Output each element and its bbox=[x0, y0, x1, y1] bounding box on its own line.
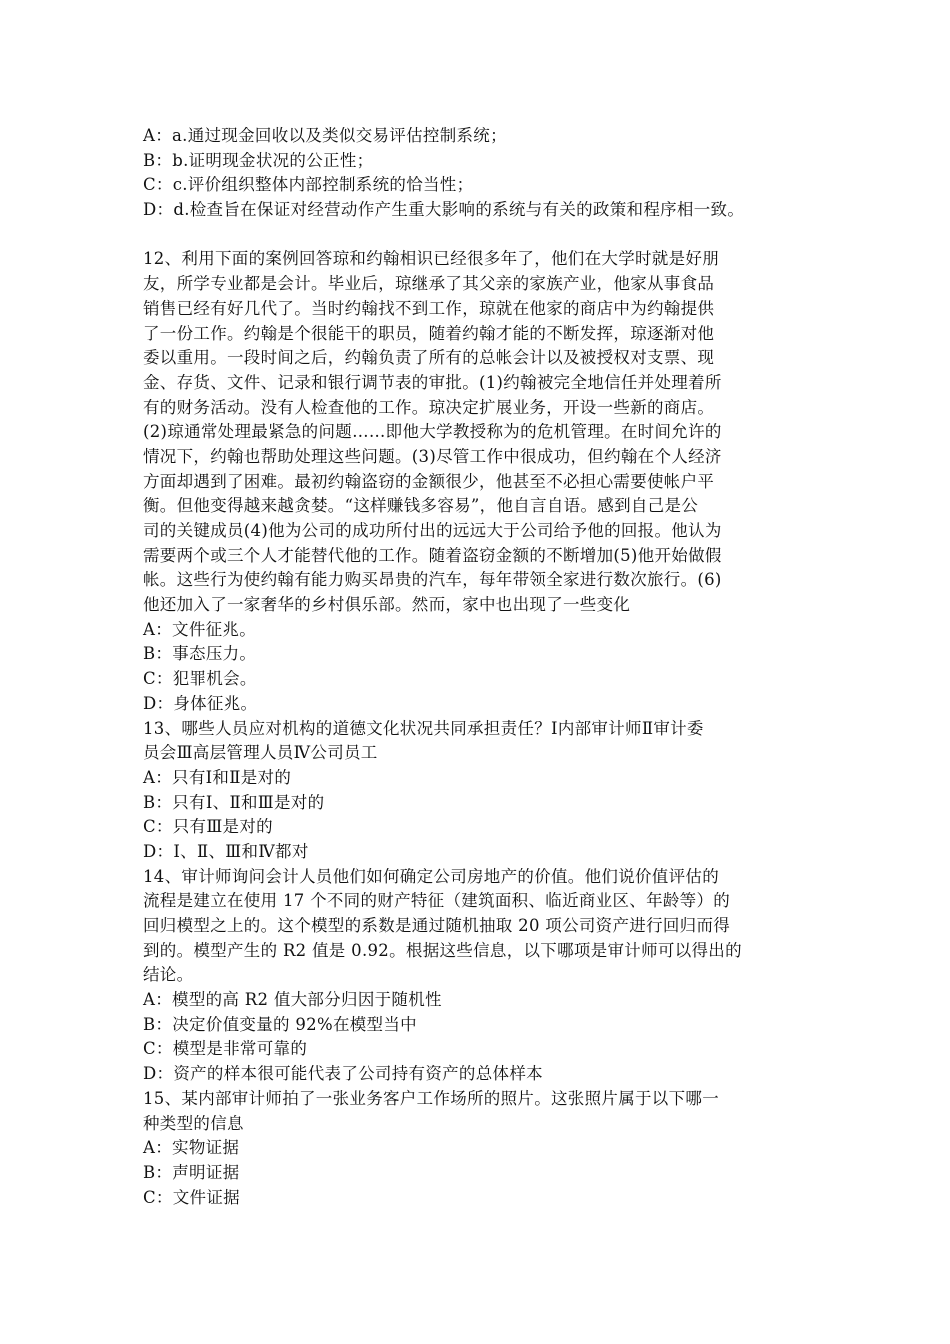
spacer bbox=[143, 223, 815, 248]
option-a: A：实物证据 bbox=[143, 1138, 240, 1158]
option-b: B：声明证据 bbox=[143, 1162, 240, 1182]
question-text-line: 有的财务活动。没有人检查他的工作。琼决定扩展业务，开设一些新的商店。 bbox=[143, 397, 715, 417]
question-text-line: 员会Ⅲ高层管理人员Ⅳ公司员工 bbox=[143, 743, 378, 763]
question-text-line: 12、利用下面的案例回答琼和约翰相识已经很多年了，他们在大学时就是好朋 bbox=[143, 249, 719, 269]
option-b: B：决定价值变量的 92%在模型当中 bbox=[143, 1014, 417, 1034]
option-d: D：d.检查旨在保证对经营动作产生重大影响的系统与有关的政策和程序相一致。 bbox=[143, 200, 745, 220]
question-text-line: 了一份工作。约翰是个很能干的职员，随着约翰才能的不断发挥，琼逐渐对他 bbox=[143, 323, 715, 343]
option-b: B：只有Ⅰ、Ⅱ和Ⅲ是对的 bbox=[143, 792, 325, 812]
question-text-line: 结论。 bbox=[143, 965, 194, 985]
question-text-line: (2)琼通常处理最紧急的问题……即他大学教授称为的危机管理。在时间允许的 bbox=[143, 422, 722, 442]
option-c: C：犯罪机会。 bbox=[143, 669, 257, 689]
question-text-line: 司的关键成员(4)他为公司的成功所付出的远远大于公司给予他的回报。他认为 bbox=[143, 521, 722, 540]
question-13 bbox=[143, 717, 815, 865]
question-text-line: 15、某内部审计师拍了一张业务客户工作场所的照片。这张照片属于以下哪一 bbox=[143, 1088, 719, 1108]
intro-options bbox=[143, 124, 815, 223]
question-text-line: 到的。模型产生的 R2 值是 0.92。根据这些信息，以下哪项是审计师可以得出的 bbox=[143, 940, 742, 960]
question-text-line: 友，所学专业都是会计。毕业后，琼继承了其父亲的家族产业，他家从事食品 bbox=[143, 274, 715, 294]
option-a: A：a.通过现金回收以及类似交易评估控制系统； bbox=[143, 126, 507, 145]
question-text-line: 衡。但他变得越来越贪婪。“这样赚钱多容易”，他自言自语。感到自己是公 bbox=[143, 496, 699, 516]
option-c: C：c.评价组织整体内部控制系统的恰当性； bbox=[143, 175, 474, 195]
document-page bbox=[143, 124, 815, 1210]
option-a: A：只有Ⅰ和Ⅱ是对的 bbox=[143, 767, 292, 787]
option-a: A：文件征兆。 bbox=[143, 619, 257, 639]
option-b: B：事态压力。 bbox=[143, 644, 257, 664]
option-c: C：模型是非常可靠的 bbox=[143, 1039, 308, 1059]
question-text-line: 金、存货、文件、记录和银行调节表的审批。(1)约翰被完全地信任并处理着所 bbox=[143, 372, 722, 392]
question-text-line: 销售已经有好几代了。当时约翰找不到工作，琼就在他家的商店中为约翰提供 bbox=[143, 298, 715, 318]
question-text-line: 14、审计师询问会计人员他们如何确定公司房地产的价值。他们说价值评估的 bbox=[143, 866, 719, 886]
question-text-line: 方面却遇到了困难。最初约翰盗窃的金额很少，他甚至不必担心需要使帐户平 bbox=[143, 471, 715, 491]
question-text-line: 种类型的信息 bbox=[143, 1113, 244, 1133]
question-text-line: 流程是建立在使用 17 个不同的财产特征（建筑面积、临近商业区、年龄等）的 bbox=[143, 891, 731, 911]
question-12 bbox=[143, 247, 815, 716]
question-text-line: 委以重用。一段时间之后，约翰负责了所有的总帐会计以及被授权对支票、现 bbox=[143, 348, 715, 368]
option-b: B：b.证明现金状况的公正性； bbox=[143, 150, 374, 170]
question-text-line: 需要两个或三个人才能替代他的工作。随着盗窃金额的不断增加(5)他开始做假 bbox=[143, 545, 722, 565]
question-15 bbox=[143, 1087, 815, 1210]
question-14 bbox=[143, 865, 815, 1087]
question-text-line: 帐。这些行为使约翰有能力购买昂贵的汽车，每年带领全家进行数次旅行。(6) bbox=[143, 570, 722, 590]
question-text-line: 回归模型之上的。这个模型的系数是通过随机抽取 20 项公司资产进行回归而得 bbox=[143, 916, 731, 935]
question-text-line: 他还加入了一家奢华的乡村俱乐部。然而，家中也出现了一些变化 bbox=[143, 595, 631, 615]
option-c: C：文件证据 bbox=[143, 1187, 240, 1207]
option-c: C：只有Ⅲ是对的 bbox=[143, 817, 273, 837]
option-a: A：模型的高 R2 值大部分归因于随机性 bbox=[143, 990, 442, 1010]
option-d: D：Ⅰ、Ⅱ、Ⅲ和Ⅳ都对 bbox=[143, 841, 309, 861]
option-d: D：资产的样本很可能代表了公司持有资产的总体样本 bbox=[143, 1064, 543, 1084]
question-text-line: 13、哪些人员应对机构的道德文化状况共同承担责任？Ⅰ内部审计师Ⅱ审计委 bbox=[143, 718, 704, 738]
option-d: D：身体征兆。 bbox=[143, 693, 258, 713]
question-text-line: 情况下，约翰也帮助处理这些问题。(3)尽管工作中很成功，但约翰在个人经济 bbox=[143, 446, 722, 466]
